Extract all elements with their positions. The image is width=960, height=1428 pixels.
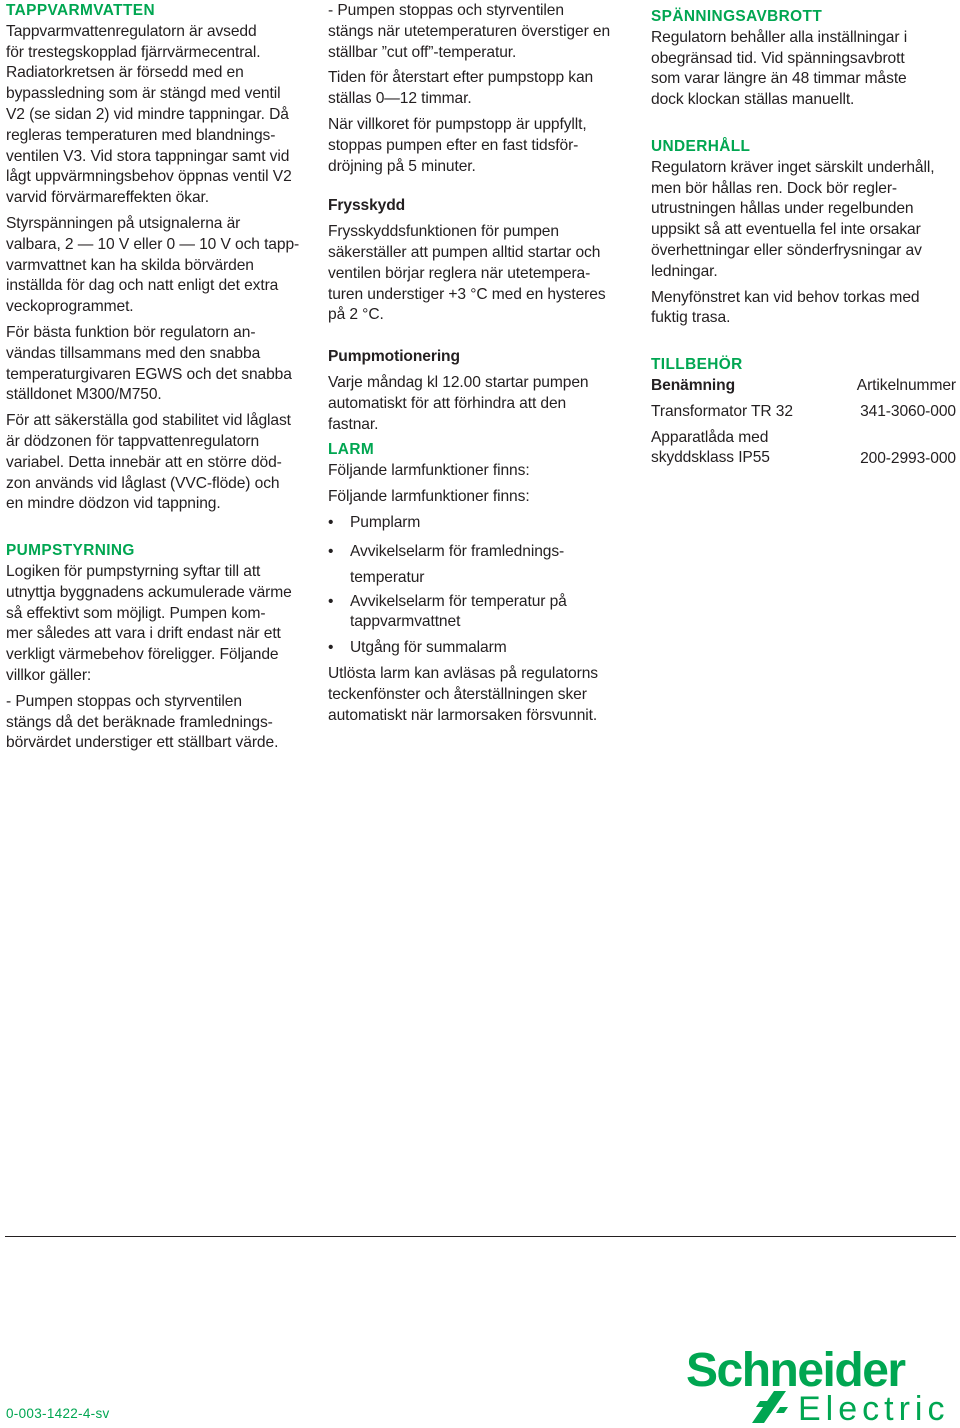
section-heading-tillbehor: TILLBEHÖR — [651, 356, 743, 374]
restart-time-paragraph: Tiden för återstart efter pumpstopp kan ställas 0—12 timmar. — [328, 69, 594, 108]
larm-list-item: • Utgång för summalarm — [328, 638, 636, 659]
pumpstopp-condition-paragraph: - Pumpen stoppas och styrventilen stängs när utetemperaturen överstiger en ställbar ”cut off”-temperatur. — [328, 2, 611, 61]
tappvarmvatten-paragraph-2: Styrspänningen på utsignalerna är valbara, 2 — 10 V eller 0 — 10 V och tapp- varmvattnet kan ha skilda börvärden inställda för dag och natt enligt det extra veckoprogrammet. — [6, 214, 300, 316]
table-header-row — [651, 376, 956, 397]
subheading-pumpmotionering: Pumpmotionering — [328, 348, 460, 366]
column-3 — [651, 0, 956, 469]
larm-intro-paragraph: Följande larmfunktioner finns: — [328, 462, 530, 480]
section-heading-tappvarmvatten: TAPPVARMVATTEN — [6, 2, 155, 19]
table-cell-name: Transformator TR 32 — [651, 402, 793, 420]
table-cell-article: 341-3060-000 — [860, 402, 956, 420]
logo-wordmark-schneider: Schneider — [686, 1344, 905, 1397]
footer-divider — [5, 1236, 956, 1237]
larm-list-item: • Pumplarm — [328, 513, 636, 534]
column-2 — [328, 0, 636, 726]
logo-wordmark-electric: Electric — [798, 1390, 950, 1424]
larm-intro-paragraph-repeat: Följande larmfunktioner finns: — [328, 487, 530, 505]
tappvarmvatten-paragraph-4: För att säkerställa god stabilitet vid låglast är dödzonen för tappvattenregulatorn variabel. Detta innebär att en större död- zon används vid låglast (VVC-flöde) och en mindre dödzon vid tappning. — [6, 412, 291, 513]
section-heading-larm: LARM — [328, 441, 375, 459]
tappvarmvatten-paragraph-3: För bästa funktion bör regulatorn an- vändas tillsammans med den snabba temperaturgivaren EGWS och det snabba ställdonet M300/M750. — [6, 323, 292, 404]
tappvarmvatten-paragraph-1: Tappvarmvattenregulatorn är avsedd för trestegskopplad fjärrvärmecentral. Radiatorkretsen är försedd med en bypassledning som är stängd med ventil V2 (se sidan 2) vid mindre tappningar. Då regleras temperaturen med blandnings- ventilen V3. Vid stora tappningar samt vid lågt uppvärmningsbehov öppnas ventil V2 varvid förvärmareffekten ökar. — [6, 22, 292, 207]
larm-bullet-list — [328, 513, 636, 659]
table-row — [651, 423, 956, 470]
table-row — [651, 397, 956, 423]
section-heading-spanningsavbrott: SPÄNNINGSAVBROTT — [651, 8, 823, 25]
accessories-table — [651, 376, 956, 469]
underhall-paragraph-1: Regulatorn kräver inget särskilt underhåll, men bör hållas ren. Dock bör regler- utrustningen hållas under regelbunden uppsikt så att eventuella fel inte orsakar överhettningar eller sönderfrysningar av ledningar. — [651, 158, 935, 280]
document-number: 0-003-1422-4-sv — [6, 1406, 110, 1421]
larm-list-item: • Avvikelselarm för temperatur på tappvarmvattnet — [328, 592, 636, 634]
section-heading-pumpstyrning: PUMPSTYRNING — [6, 542, 135, 560]
pumpstyrning-paragraph-1: Logiken för pumpstyrning syftar till att utnyttja byggnadens ackumulerade värme så effektivt som möjligt. Pumpen kom- mer således att vara i drift endast när ett verkligt värmebehov föreligger. Följande villkor gäller: — [6, 562, 292, 684]
section-heading-underhall: UNDERHÅLL — [651, 137, 751, 155]
subheading-frysskydd: Frysskydd — [328, 197, 406, 215]
table-cell-name: Apparatlåda med skyddsklass IP55 — [651, 428, 770, 467]
table-header-artikelnummer: Artikelnummer — [856, 376, 956, 394]
pumpmotionering-paragraph: Varje måndag kl 12.00 startar pumpen automatiskt för att förhindra att den fastnar. — [328, 373, 589, 433]
pumpstyrning-paragraph-2: - Pumpen stoppas och styrventilen stängs då det beräknade framlednings- börvärdet understiger ett ställbart värde. — [6, 692, 279, 752]
column-1 — [6, 0, 316, 754]
table-header-benamning: Benämning — [651, 376, 736, 394]
underhall-paragraph-2: Menyfönstret kan vid behov torkas med fuktig trasa. — [651, 288, 920, 327]
larm-reset-paragraph: Utlösta larm kan avläsas på regulatorns teckenfönster och återställningen sker automatiskt när larmorsaken försvunnit. — [328, 664, 598, 724]
frysskydd-paragraph: Frysskyddsfunktionen för pumpen säkerställer att pumpen alltid startar och ventilen börjar reglera när utetempera- turen understiger +3 °C med en hysteres på 2 °C. — [328, 223, 606, 324]
schneider-electric-logo — [686, 1344, 958, 1424]
table-cell-article: 200-2993-000 — [860, 449, 956, 467]
spanningsavbrott-paragraph: Regulatorn behåller alla inställningar i obegränsad tid. Vid spänningsavbrott som varar längre än 48 timmar måste dock klockan ställas manuellt. — [651, 28, 908, 109]
larm-list-item: • Avvikelselarm för framlednings- temperatur — [328, 539, 636, 591]
pumpstopp-delay-paragraph: När villkoret för pumpstopp är uppfyllt, stoppas pumpen efter en fast tidsför- dröjning på 5 minuter. — [328, 115, 587, 175]
